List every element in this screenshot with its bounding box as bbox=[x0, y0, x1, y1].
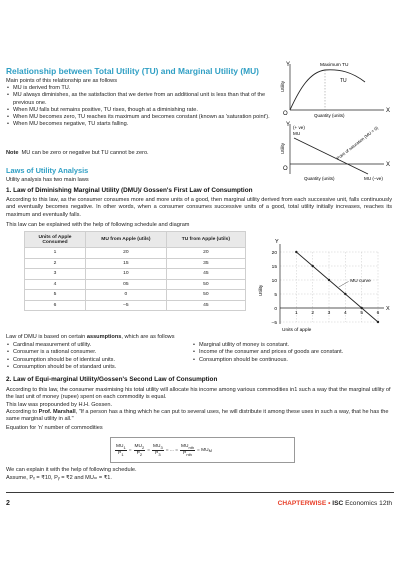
data-point bbox=[360, 307, 362, 309]
table-row bbox=[25, 269, 246, 280]
formula-p: P bbox=[183, 450, 187, 456]
tu-graph bbox=[280, 58, 392, 118]
formula-sub: 2 bbox=[139, 451, 143, 457]
y-tick-label: 5 bbox=[274, 292, 277, 298]
assumptions-word: assumptions bbox=[86, 334, 122, 340]
x-tick-label: 3 bbox=[327, 311, 331, 316]
marshall-name: Prof. Marshall bbox=[38, 409, 76, 415]
brand-dot: • bbox=[328, 500, 331, 507]
equi-marginal-formula: $\frac{MU_1}{P_1}$ = $\frac{MU_2}{P_2}$ = $\frac{MU_3}{P_3}$ = ... = $MU_{nth}$ $P_{nth}$ = MU M bbox=[110, 437, 295, 463]
x-tick-label: 4 bbox=[343, 311, 347, 316]
formula-mu: MU bbox=[134, 443, 142, 449]
x-axis-title: Quantity (units) bbox=[304, 176, 335, 181]
data-point bbox=[311, 265, 313, 267]
x-tick-label: 6 bbox=[376, 311, 380, 316]
mu-graph bbox=[280, 118, 392, 182]
table-header: TU from Apple (utils) bbox=[166, 232, 245, 248]
table-cell: 1 bbox=[25, 248, 86, 259]
formula-sub: 3 bbox=[160, 444, 163, 450]
assume-line: Assume, Pₓ = ₹10, Pᵧ = ₹2 and MUₘ = ₹1. bbox=[6, 475, 112, 481]
origin-label: O bbox=[283, 166, 288, 172]
data-point bbox=[328, 279, 330, 281]
law1-text: According to this law, as the consumer consumes more and more units of a good, then marginal utility derived from each successive unit, falls continuously and eventually becomes negative. In other words, when a consumer consumes successive units of a good, total utility initially increases, reaches its maximum and eventually falls. bbox=[6, 197, 392, 218]
table-cell: 3 bbox=[25, 269, 86, 280]
fraction-n bbox=[180, 444, 195, 457]
table-cell: 35 bbox=[166, 258, 245, 269]
formula-ellipsis: = ... = bbox=[165, 447, 179, 453]
mu-label: MU bbox=[293, 131, 301, 136]
table-cell: 5 bbox=[25, 290, 86, 301]
x-tick-label: 2 bbox=[311, 311, 315, 316]
table-cell: 15 bbox=[86, 258, 167, 269]
brand-isc: ISC bbox=[332, 500, 344, 507]
table-row bbox=[25, 258, 246, 269]
assumptions-right bbox=[192, 342, 397, 364]
list-item: • When MU becomes negative, TU starts falling. bbox=[6, 121, 276, 128]
table-row bbox=[25, 300, 246, 311]
x-axis-title: Units of apple bbox=[282, 328, 312, 333]
y-tick-label: –5 bbox=[271, 320, 277, 326]
brand-subject: Economics 12th bbox=[345, 500, 392, 507]
assumptions-intro-post: , which are as follows bbox=[121, 334, 175, 340]
negative-mu-label: MU (–ve) bbox=[364, 176, 383, 181]
formula-sub: 2 bbox=[141, 444, 145, 450]
y-tick-label: 15 bbox=[271, 264, 277, 270]
formula-sub: M bbox=[208, 447, 212, 453]
note-text: MU can be zero or negative but TU cannot be zero. bbox=[21, 150, 149, 156]
fraction-2 bbox=[134, 444, 146, 457]
list-item: • Consumption should be continuous. bbox=[192, 357, 397, 364]
points-list bbox=[6, 85, 276, 129]
formula-mu: MU bbox=[116, 443, 124, 449]
table-cell: 45 bbox=[166, 269, 245, 280]
x-axis-letter: X bbox=[386, 306, 390, 312]
page-number: 2 bbox=[6, 500, 10, 507]
formula-mu: MU bbox=[153, 443, 161, 449]
y-axis-title: Utility bbox=[280, 81, 285, 92]
formula-p: P bbox=[136, 450, 140, 456]
marshall-quote bbox=[6, 409, 392, 424]
section-title: Relationship between Total Utility (TU) and Marginal Utility (MU) bbox=[6, 66, 259, 76]
table-cell: 20 bbox=[166, 248, 245, 259]
tu-curve bbox=[290, 70, 365, 110]
x-tick-label: 5 bbox=[360, 311, 364, 316]
list-item: • Consumer is a rational consumer. bbox=[6, 349, 191, 356]
table-header: Units of Apple Consumed bbox=[25, 232, 86, 248]
formula-p: P bbox=[118, 450, 122, 456]
table-cell: 05 bbox=[86, 279, 167, 290]
assumptions-left bbox=[6, 342, 191, 371]
table-cell: 10 bbox=[86, 269, 167, 280]
table-cell: 45 bbox=[166, 300, 245, 311]
list-item: • Consumption should be of standard units. bbox=[6, 364, 191, 371]
utility-schedule-table bbox=[24, 231, 246, 311]
y-axis-letter: Y bbox=[275, 239, 279, 245]
formula-p: P bbox=[155, 450, 159, 456]
assumptions-intro bbox=[6, 334, 392, 341]
mu-curve-line bbox=[296, 252, 378, 322]
note bbox=[6, 150, 276, 157]
table-row bbox=[25, 290, 246, 301]
list-item: • Income of the consumer and prices of goods are constant. bbox=[192, 349, 397, 356]
intro-text: Main points of this relationship are as follows bbox=[6, 78, 117, 84]
table-cell: 20 bbox=[86, 248, 167, 259]
table-cell: 0 bbox=[86, 290, 167, 301]
data-point bbox=[377, 321, 379, 323]
y-tick-label: 0 bbox=[274, 306, 277, 312]
assumptions-intro-pre: Law of DMU is based on certain bbox=[6, 334, 87, 340]
equation-intro: Equation for 'n' number of commodities bbox=[6, 425, 103, 431]
list-item: • When MU becomes zero, TU reaches its maximum and becomes constant (known as 'saturation point'). bbox=[6, 114, 276, 121]
y-axis-title: Utility bbox=[280, 143, 285, 154]
graph-axis-x-letter: X bbox=[386, 162, 391, 168]
graph-axis-x-letter: X bbox=[386, 108, 391, 114]
x-tick-label: 1 bbox=[294, 311, 298, 316]
fraction-1 bbox=[115, 444, 127, 457]
law2-propounded: This law was propounded by H.H. Gossen. bbox=[6, 402, 113, 408]
brand-name: CHAPTERWISE bbox=[277, 500, 327, 507]
y-tick-label: 10 bbox=[271, 278, 277, 284]
formula-sub: 1 bbox=[123, 444, 126, 450]
table-row bbox=[25, 279, 246, 290]
series-pointer bbox=[339, 281, 349, 287]
list-item: • MU always diminishes, as the satisfaction that we derive from an additional unit is less than that of the previous one. bbox=[6, 92, 276, 107]
table-cell: 50 bbox=[166, 279, 245, 290]
max-tu-label: Maximum TU bbox=[320, 63, 349, 68]
marshall-quote-text: , "If a person has a thing which he can put to several uses, he will distribute it among these uses in such a way, that he has the same marginal utility in all." bbox=[6, 409, 389, 423]
x-axis-title: Quantity (units) bbox=[314, 113, 345, 118]
positive-label: (+ ve) bbox=[293, 125, 305, 130]
table-cell: 2 bbox=[25, 258, 86, 269]
table-cell: 6 bbox=[25, 300, 86, 311]
data-point bbox=[344, 293, 346, 295]
table-cell: 50 bbox=[166, 290, 245, 301]
formula-sub: nth bbox=[186, 451, 192, 457]
table-row bbox=[25, 248, 246, 259]
laws-heading: Laws of Utility Analysis bbox=[6, 166, 89, 175]
data-point bbox=[295, 251, 297, 253]
origin-label: O bbox=[283, 111, 288, 117]
fraction-3 bbox=[152, 444, 164, 457]
y-axis-title: Utility bbox=[258, 284, 263, 296]
footer-brand bbox=[278, 500, 392, 507]
list-item: • Consumption should be of identical units. bbox=[6, 357, 191, 364]
law2-text: According to this law, the consumer maximising his total utility will allocate his income among various commodities in1 such a way that the marginal utility of the last unit of money (rupee) spent on each commodity is equal. bbox=[6, 387, 391, 401]
marshall-pre: According to bbox=[6, 409, 39, 415]
formula-mu: MU bbox=[181, 443, 189, 449]
law1-heading: 1. Law of Diminishing Marginal Utility (DMU)/ Gossen's First Law of Consumption bbox=[6, 187, 253, 194]
list-item: • Marginal utility of money is constant. bbox=[192, 342, 397, 349]
formula-sub: 3 bbox=[158, 451, 161, 457]
mu-schedule-chart bbox=[250, 238, 395, 336]
laws-intro: Utility analysis has two main laws bbox=[6, 177, 89, 183]
table-header: MU from Apple (utils) bbox=[86, 232, 167, 248]
formula-mum: = MU bbox=[197, 447, 209, 453]
saturation-label: Point of saturation (MU = 0) bbox=[335, 125, 380, 161]
note-label: Note bbox=[6, 150, 19, 156]
tu-curve-label: TU bbox=[340, 78, 347, 84]
footer-divider bbox=[6, 492, 394, 493]
series-label: MU curve bbox=[350, 278, 371, 284]
law2-heading: 2. Law of Equi-marginal Utility/Gossen's Second Law of Consumption bbox=[6, 376, 218, 383]
list-item: • When MU falls but remains positive, TU rises, though at a diminishing rate. bbox=[6, 107, 276, 114]
graph-axis-y-letter: Y bbox=[286, 122, 291, 128]
table-cell: 4 bbox=[25, 279, 86, 290]
table-cell: –5 bbox=[86, 300, 167, 311]
list-item: • Cardinal measurement of utility. bbox=[6, 342, 191, 349]
list-item: • MU is derived from TU. bbox=[6, 85, 276, 92]
formula-sub: 1 bbox=[121, 451, 124, 457]
y-tick-label: 20 bbox=[271, 250, 277, 256]
formula-sub: nth bbox=[188, 444, 195, 450]
schedule-intro2: We can explain it with the help of following schedule. bbox=[6, 467, 137, 473]
graph-axis-y-letter: Y bbox=[286, 62, 291, 68]
law1-schedule-intro: This law can be explained with the help of following schedule and diagram bbox=[6, 222, 190, 228]
